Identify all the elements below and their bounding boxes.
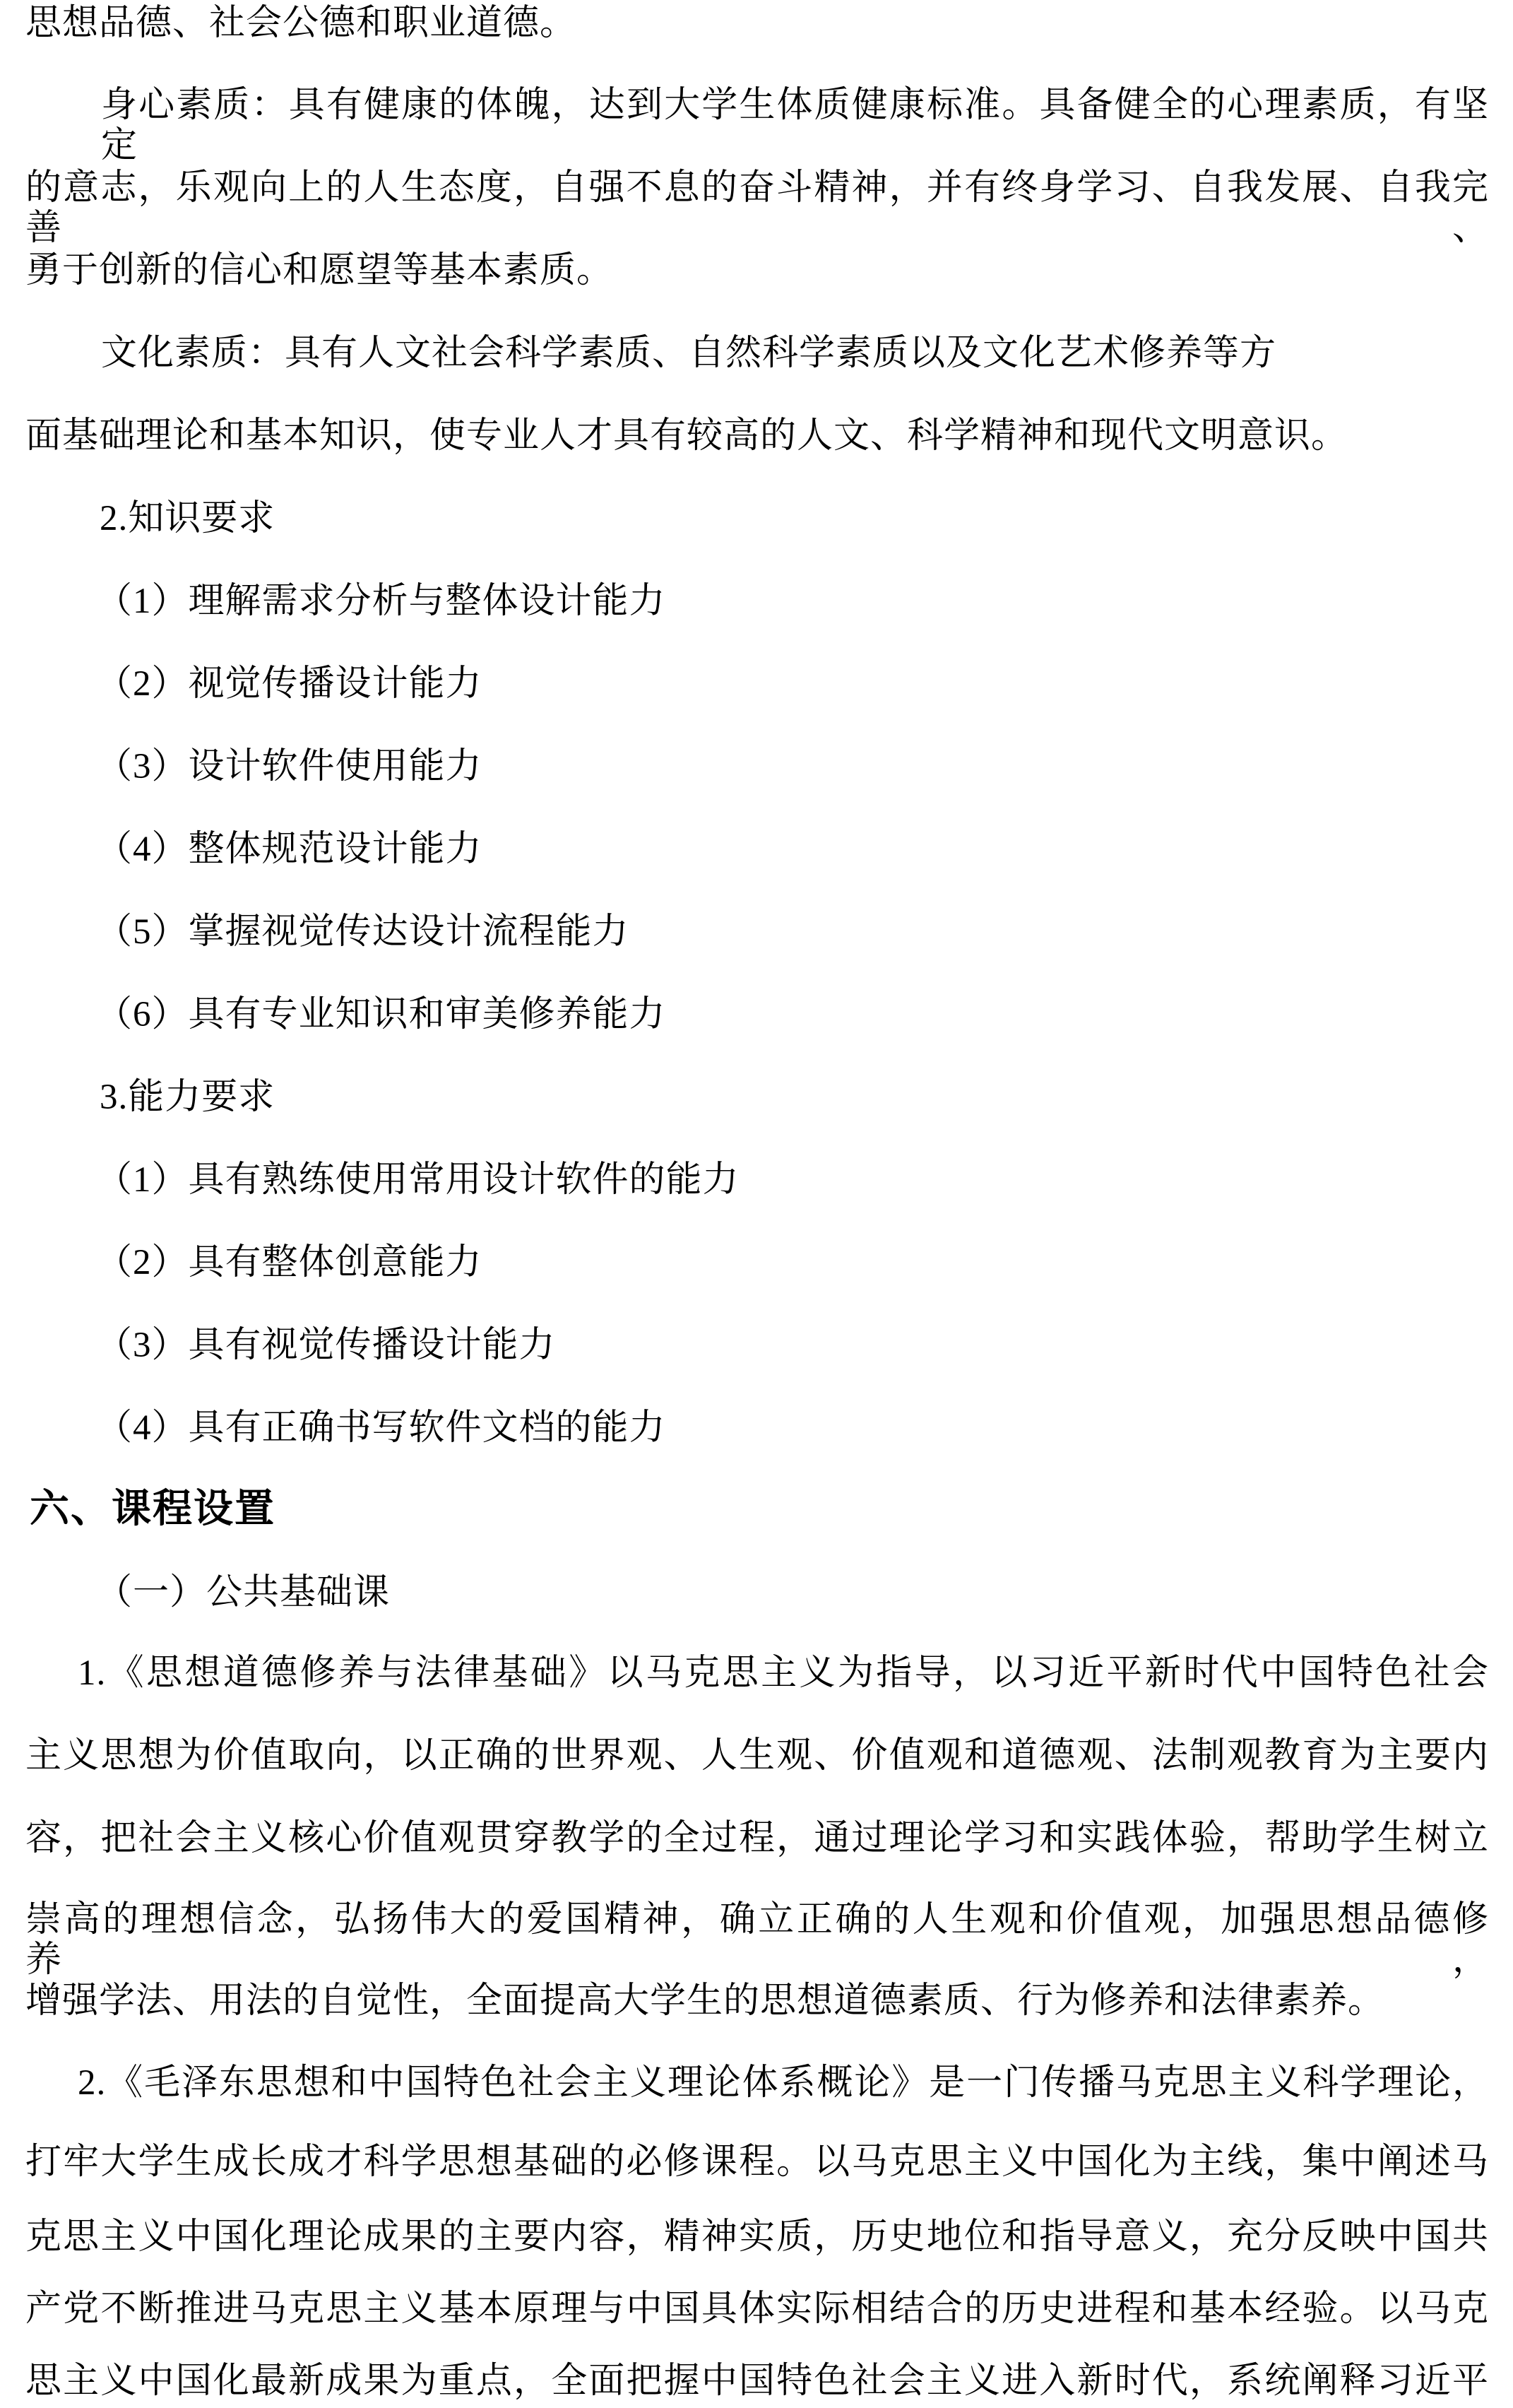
paragraph-line: 思主义中国化最新成果为重点，全面把握中国特色社会主义进入新时代，系统阐释习近平 [25,2361,1489,2401]
paragraph-end: 思想品德、社会公德和职业道德。 [25,4,577,43]
list-heading: 2.知识要求 [100,499,275,538]
section-heading: 六、课程设置 [30,1486,275,1530]
list-item: （1）理解需求分析与整体设计能力 [96,582,666,621]
list-item: （2）具有整体创意能力 [96,1243,482,1282]
paragraph-line: 的意志，乐观向上的人生态度，自强不息的奋斗精神，并有终身学习、自我发展、自我完善、 [25,168,1489,249]
paragraph-line: 主义思想为价值取向，以正确的世界观、人生观、价值观和道德观、法制观教育为主要内 [25,1736,1489,1776]
list-item: （3）设计软件使用能力 [96,747,482,786]
paragraph-line: 产党不断推进马克思主义基本原理与中国具体实际相结合的历史进程和基本经验。以马克 [25,2289,1489,2329]
paragraph-start: 2.《毛泽东思想和中国特色社会主义理论体系概论》是一门传播马克思主义科学理论， [78,2063,1489,2103]
paragraph-end: 勇于创新的信心和愿望等基本素质。 [25,251,614,290]
list-item: （4）具有正确书写软件文档的能力 [96,1408,666,1448]
paragraph-start: 身心素质：具有健康的体魄，达到大学生体质健康标准。具备健全的心理素质，有坚定 [101,85,1489,166]
subsection-heading: （一）公共基础课 [96,1573,391,1612]
paragraph-line: 容，把社会主义核心价值观贯穿教学的全过程，通过理论学习和实践体验，帮助学生树立 [25,1819,1489,1858]
list-item: （2）视觉传播设计能力 [96,664,482,704]
paragraph-line: 打牢大学生成长成才科学思想基础的必修课程。以马克思主义中国化为主线，集中阐述马 [25,2142,1489,2182]
list-item: （4）整体规范设计能力 [96,830,482,869]
paragraph-end: 增强学法、用法的自觉性，全面提高大学生的思想道德素质、行为修养和法律素养。 [25,1981,1385,2021]
paragraph-start: 文化素质：具有人文社会科学素质、自然科学素质以及文化艺术修养等方 [101,334,1277,373]
list-item: （5）掌握视觉传达设计流程能力 [96,912,629,952]
list-item: （3）具有视觉传播设计能力 [96,1326,556,1365]
list-heading: 3.能力要求 [100,1078,275,1117]
paragraph-line: 克思主义中国化理论成果的主要内容，精神实质，历史地位和指导意义，充分反映中国共 [25,2217,1489,2257]
list-item: （6）具有专业知识和审美修养能力 [96,995,666,1034]
paragraph-line: 崇高的理想信念，弘扬伟大的爱国精神，确立正确的人生观和价值观，加强思想品德修养， [25,1900,1489,1981]
paragraph-end: 面基础理论和基本知识，使专业人才具有较高的人文、科学精神和现代文明意识。 [25,416,1348,456]
list-item: （1）具有熟练使用常用设计软件的能力 [96,1160,740,1200]
paragraph-start: 1.《思想道德修养与法律基础》以马克思主义为指导，以习近平新时代中国特色社会 [78,1653,1489,1693]
